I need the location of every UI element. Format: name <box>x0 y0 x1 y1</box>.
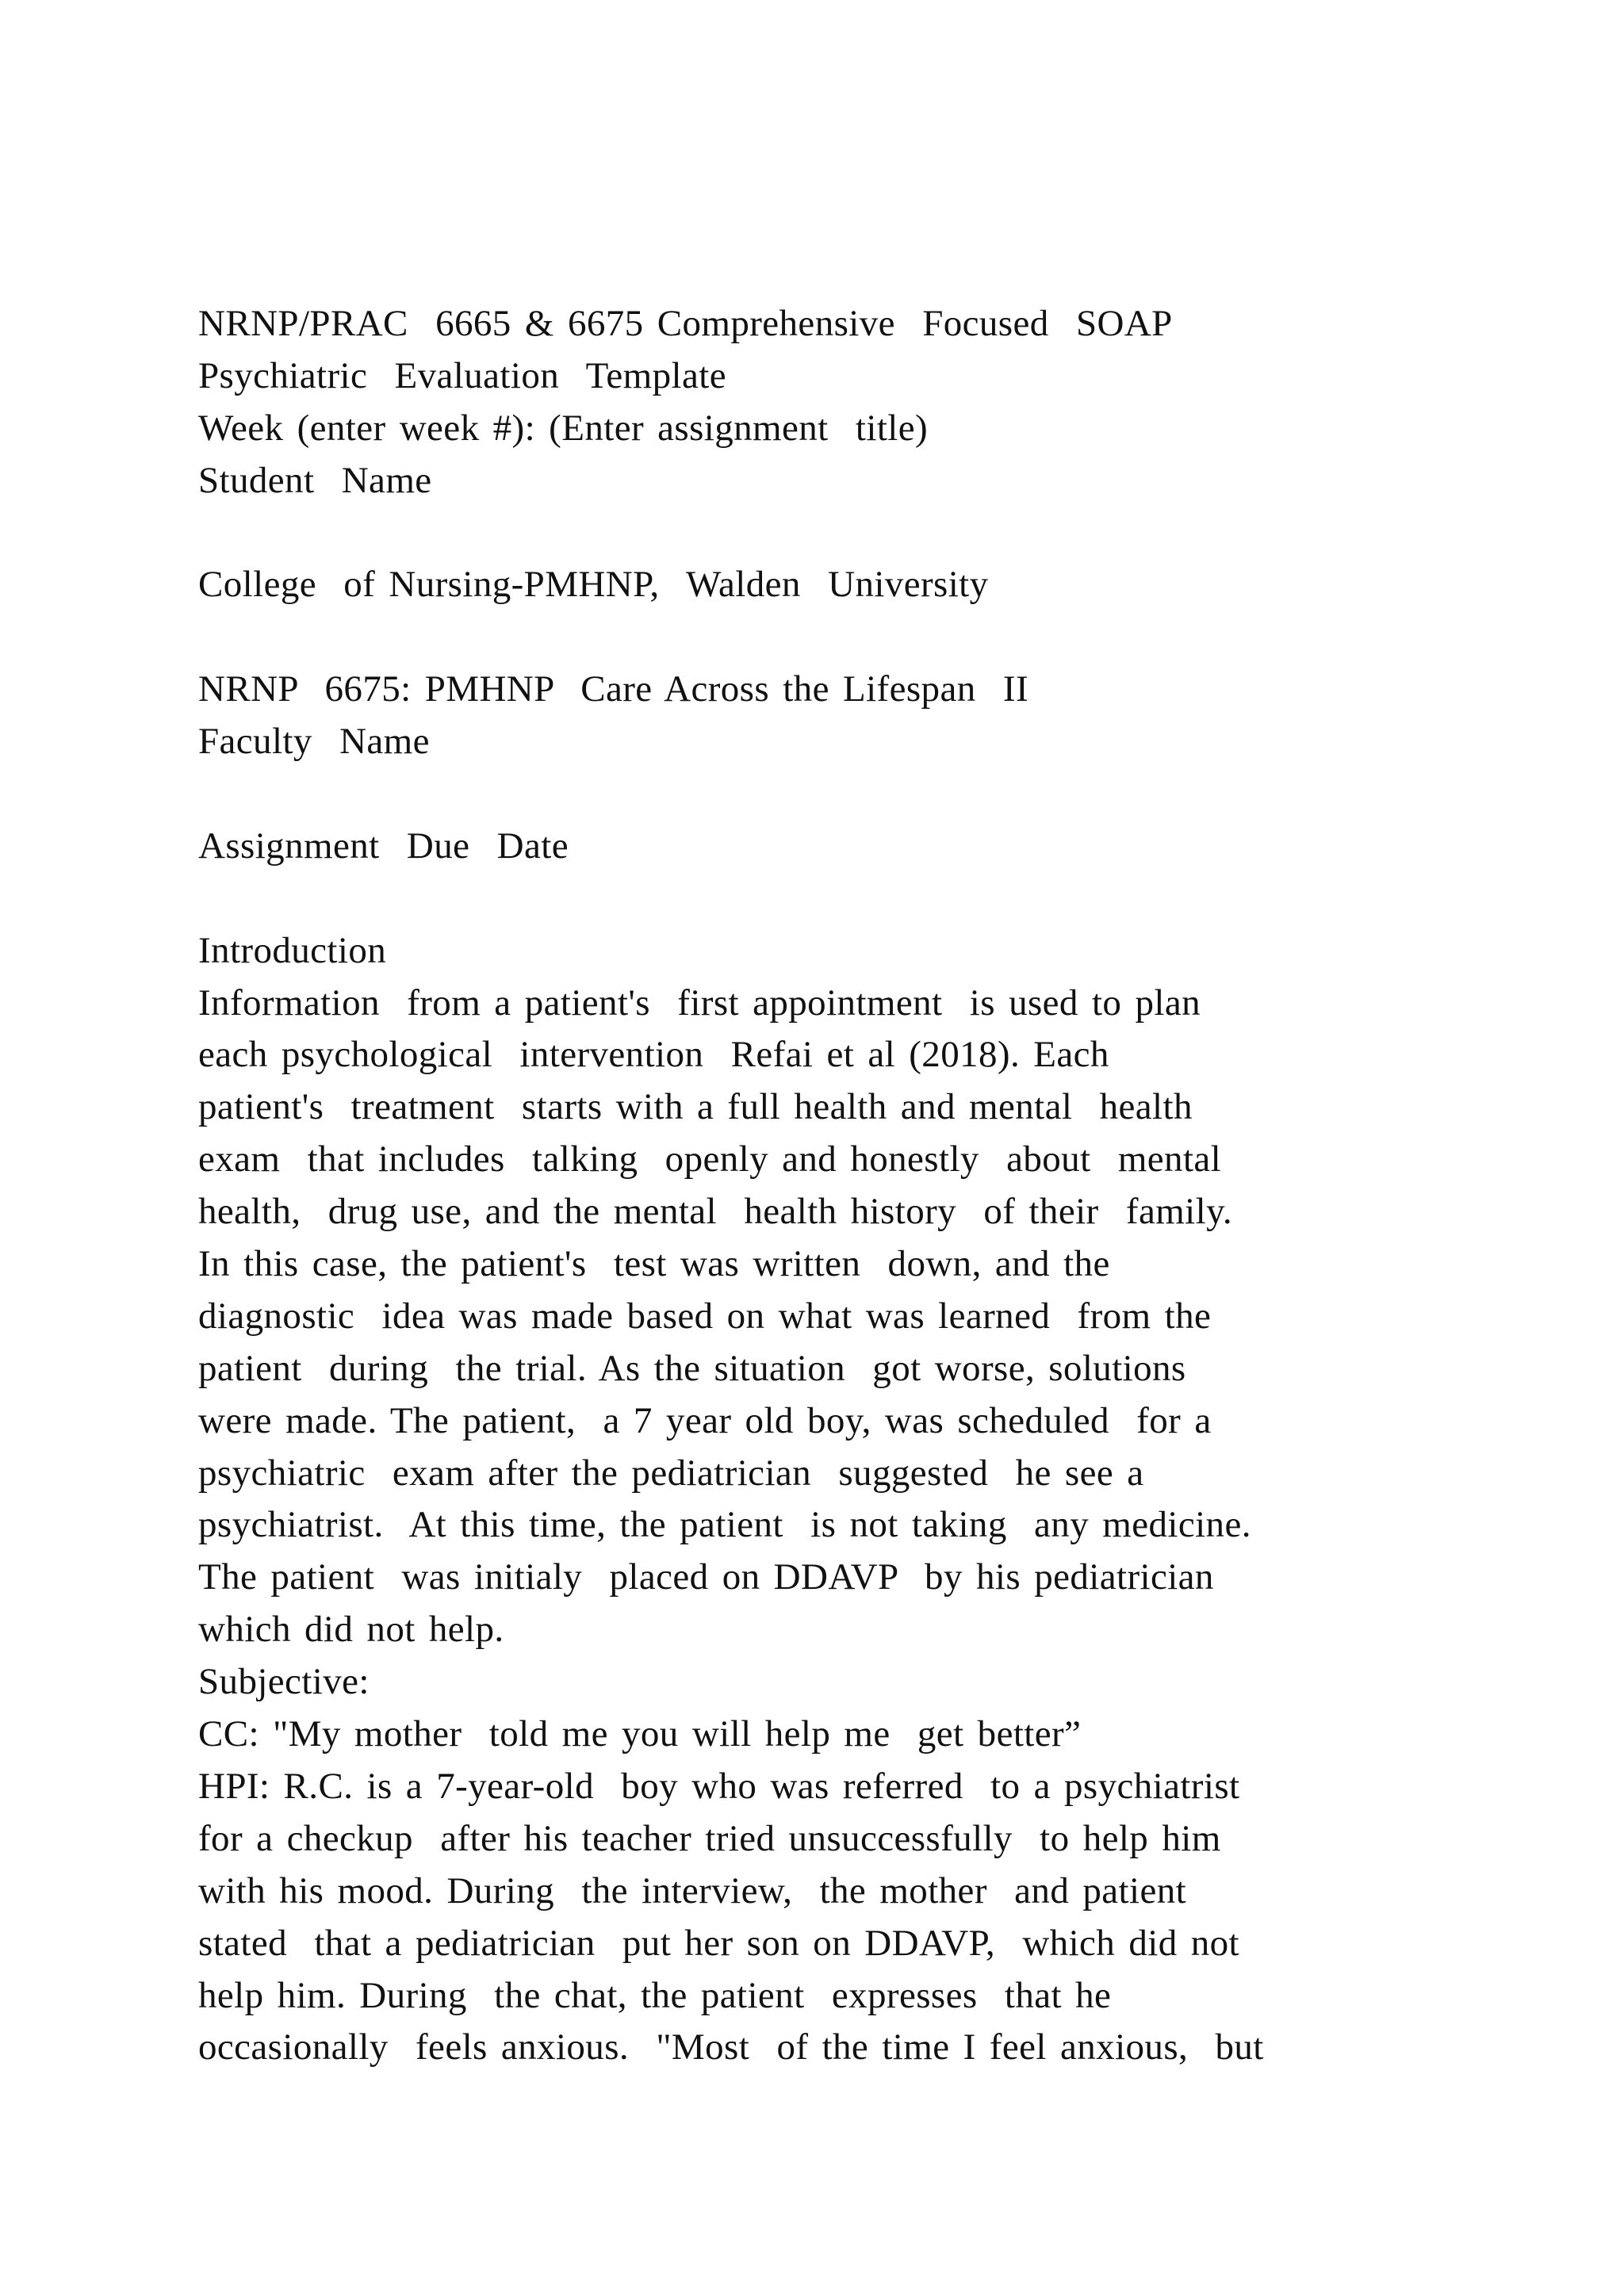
introduction-heading: Introduction <box>198 929 387 971</box>
paragraph-line: with his mood. During the interview, the mother and patient <box>198 1869 1187 1911</box>
blank-line <box>198 507 1546 560</box>
hpi-line: HPI: R.C. is a 7-year-old boy who was referred to a psychiatrist <box>198 1765 1240 1807</box>
paragraph-line: psychiatrist. At this time, the patient is not taking any medicine. <box>198 1504 1251 1546</box>
student-name-line: Student Name <box>198 459 432 501</box>
paragraph-line: occasionally feels anxious. "Most of the time I feel anxious, but <box>198 2026 1264 2068</box>
week-line: Week (enter week #): (Enter assignment title) <box>198 407 929 449</box>
cc-line: CC: "My mother told me you will help me get better” <box>198 1713 1082 1755</box>
college-line: College of Nursing-PMHNP, Walden University <box>198 564 989 606</box>
paragraph-line: which did not help. <box>198 1609 504 1651</box>
paragraph-line: patient during the trial. As the situation got worse, solutions <box>198 1347 1186 1389</box>
blank-line <box>198 611 1546 664</box>
paragraph-line: The patient was initialy placed on DDAVP by his pediatrician <box>198 1556 1214 1598</box>
paragraph-line: health, drug use, and the mental health history of their family. <box>198 1191 1233 1233</box>
paragraph-line: In this case, the patient's test was written down, and the <box>198 1243 1110 1285</box>
blank-line <box>198 873 1546 925</box>
doc-title-line-1: NRNP/PRAC 6665 & 6675 Comprehensive Focused SOAP <box>198 303 1173 344</box>
paragraph-line: diagnostic idea was made based on what was learned from the <box>198 1295 1212 1337</box>
document-body <box>198 298 1546 2074</box>
course-line: NRNP 6675: PMHNP Care Across the Lifespan II <box>198 668 1029 710</box>
paragraph-line: exam that includes talking openly and honestly about mental <box>198 1138 1222 1181</box>
paragraph-line: were made. The patient, a 7 year old boy, was scheduled for a <box>198 1399 1212 1441</box>
paragraph-line: help him. During the chat, the patient expresses that he <box>198 1974 1112 2016</box>
faculty-line: Faculty Name <box>198 721 430 763</box>
paragraph-line: for a checkup after his teacher tried unsuccessfully to help him <box>198 1817 1221 1859</box>
paragraph-line: psychiatric exam after the pediatrician suggested he see a <box>198 1452 1144 1494</box>
doc-title-line-2: Psychiatric Evaluation Template <box>198 354 726 396</box>
blank-line <box>198 768 1546 821</box>
paragraph-line: each psychological intervention Refai et al (2018). Each <box>198 1034 1109 1076</box>
paragraph-line: stated that a pediatrician put her son on DDAVP, which did not <box>198 1922 1240 1964</box>
paragraph-line: patient's treatment starts with a full health and mental health <box>198 1086 1193 1128</box>
subjective-heading: Subjective: <box>198 1661 370 1703</box>
due-date-line: Assignment Due Date <box>198 825 569 867</box>
paragraph-line: Information from a patient's first appointment is used to plan <box>198 982 1201 1024</box>
